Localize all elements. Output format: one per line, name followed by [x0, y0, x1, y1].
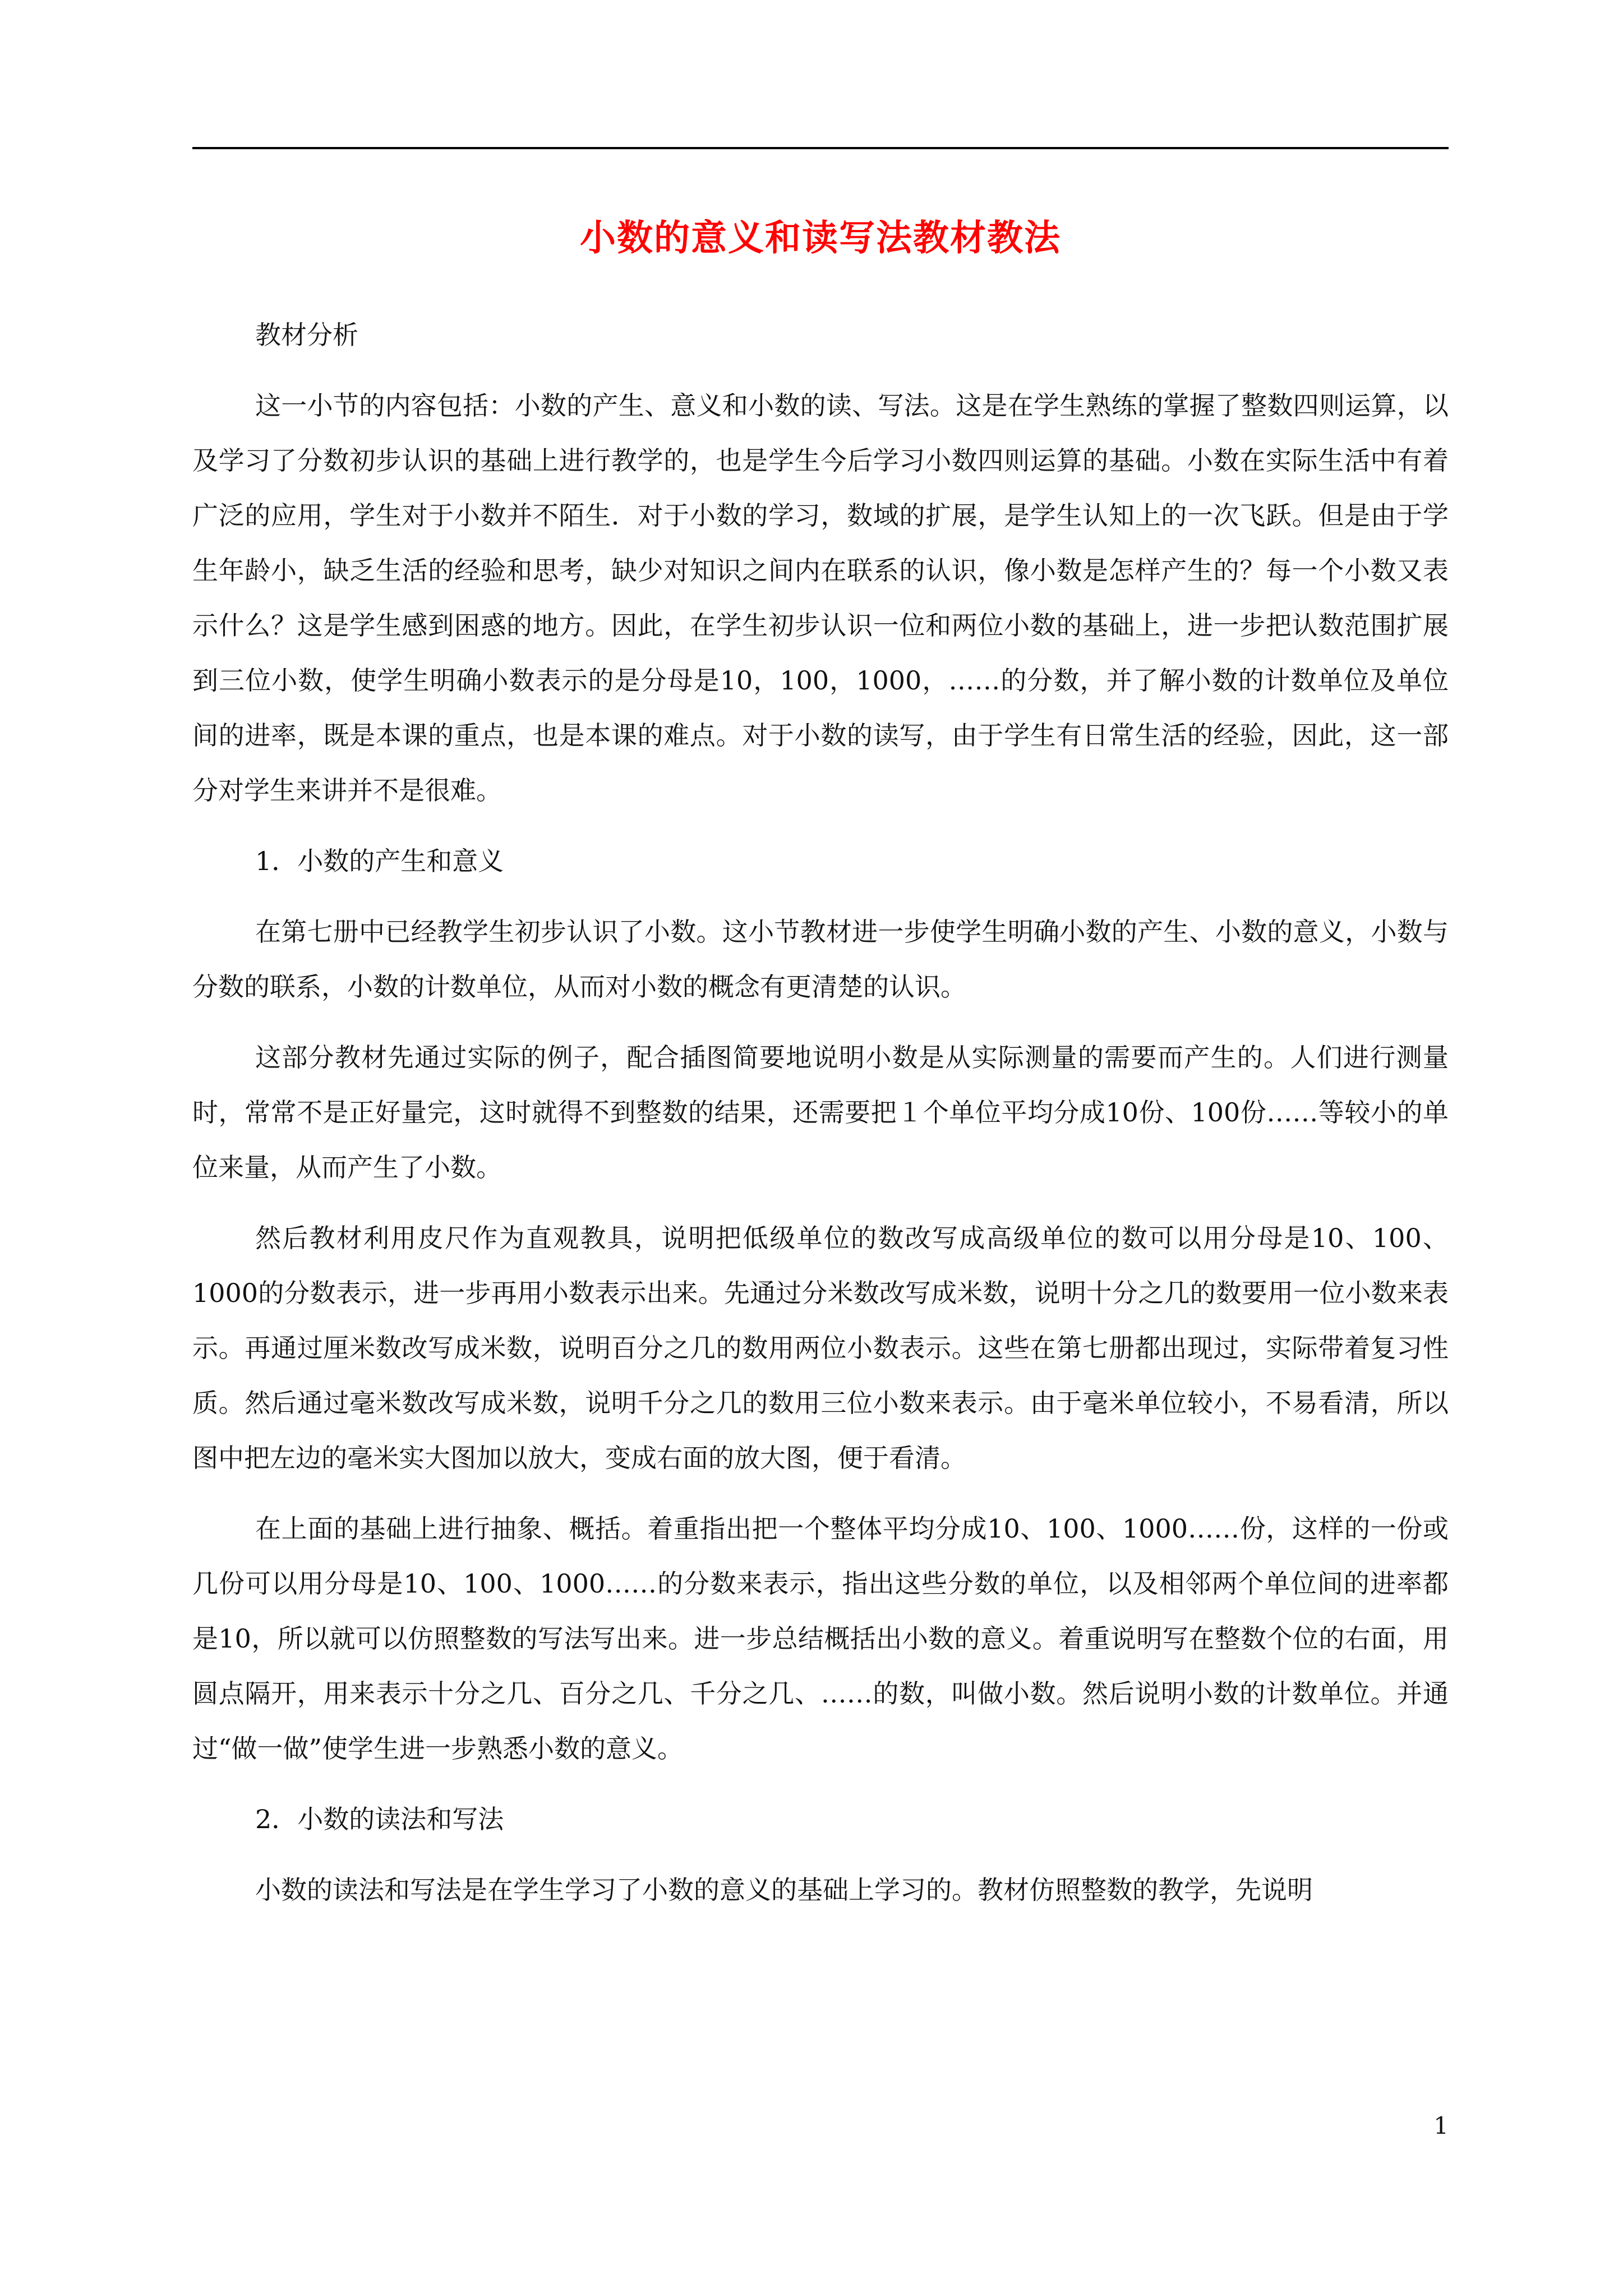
paragraph-1d: 在上面的基础上进行抽象、概括。着重指出把一个整体平均分成10、100、1000……份，这样的一份或几份可以用分母是10、100、1000……的分数来表示，指出这些分数的单位，以及相邻两个单位间的进率都是10，所以就可以仿照整数的写法写出来。进一步总结概括出小数的意义。着重说明写在整数个位的右面，用圆点隔开，用来表示十分之几、百分之几、千分之几、……的数，叫做小数。然后说明小数的计数单位。并通过“做一做”使学生进一步熟悉小数的意义。: [192, 1513, 1449, 1764]
paragraph-1a: 在第七册中已经教学生初步认识了小数。这小节教材进一步使学生明确小数的产生、小数的意义，小数与分数的联系，小数的计数单位，从而对小数的概念有更清楚的认识。: [192, 917, 1449, 1002]
document-body: [192, 307, 1449, 1917]
page-number: 1: [1433, 2112, 1449, 2139]
section-heading-1: 1．小数的产生和意义: [255, 846, 504, 876]
section-heading-analysis: 教材分析: [255, 320, 358, 350]
paragraph-2a: 小数的读法和写法是在学生学习了小数的意义的基础上学习的。教材仿照整数的教学，先说明: [255, 1875, 1313, 1905]
header-rule: [192, 147, 1449, 149]
paragraph-1c: 然后教材利用皮尺作为直观教具，说明把低级单位的数改写成高级单位的数可以用分母是10、100、1000的分数表示，进一步再用小数表示出来。先通过分米数改写成米数，说明十分之几的数要用一位小数来表示。再通过厘米数改写成米数，说明百分之几的数用两位小数表示。这些在第七册都出现过，实际带着复习性质。然后通过毫米数改写成米数，说明千分之几的数用三位小数来表示。由于毫米单位较小，不易看清，所以图中把左边的毫米实大图加以放大，变成右面的放大图，便于看清。: [192, 1223, 1449, 1473]
paragraph-intro: 这一小节的内容包括：小数的产生、意义和小数的读、写法。这是在学生熟练的掌握了整数四则运算，以及学习了分数初步认识的基础上进行教学的，也是学生今后学习小数四则运算的基础。小数在实际生活中有着广泛的应用，学生对于小数并不陌生．对于小数的学习，数域的扩展，是学生认知上的一次飞跃。但是由于学生年龄小，缺乏生活的经验和思考，缺少对知识之间内在联系的认识，像小数是怎样产生的？每一个小数又表示什么？这是学生感到困惑的地方。因此，在学生初步认识一位和两位小数的基础上，进一步把认数范围扩展到三位小数，使学生明确小数表示的是分母是10，100，1000，……的分数，并了解小数的计数单位及单位间的进率，既是本课的重点，也是本课的难点。对于小数的读写，由于学生有日常生活的经验，因此，这一部分对学生来讲并不是很难。: [192, 390, 1449, 806]
document-title: 小数的意义和读写法教材教法: [580, 217, 1061, 259]
paragraph-1b: 这部分教材先通过实际的例子，配合插图简要地说明小数是从实际测量的需要而产生的。人们进行测量时，常常不是正好量完，这时就得不到整数的结果，还需要把１个单位平均分成10份、100份……等较小的单位来量，从而产生了小数。: [192, 1042, 1449, 1182]
section-heading-2: 2．小数的读法和写法: [255, 1804, 504, 1834]
